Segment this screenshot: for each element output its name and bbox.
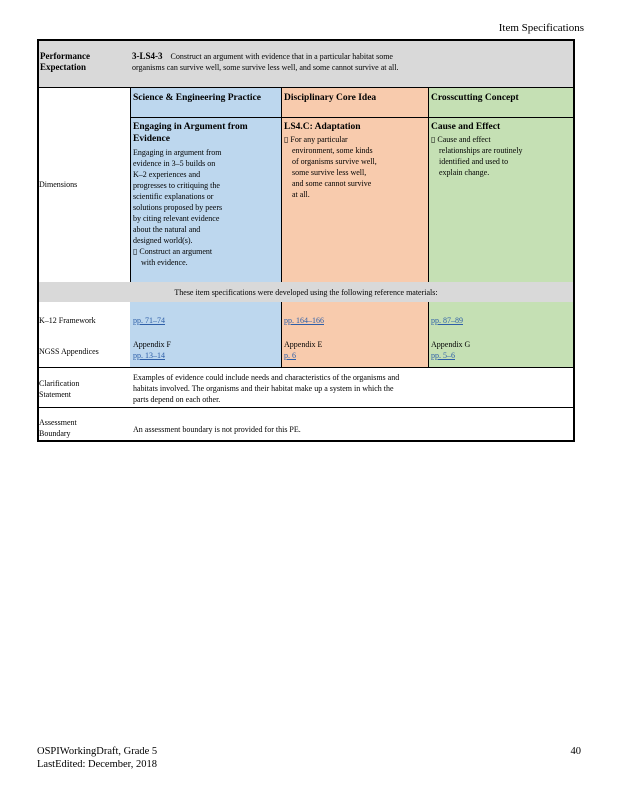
ngss-sep xyxy=(133,339,253,361)
ngss-dci-title: Appendix E xyxy=(284,340,323,349)
specification-table xyxy=(37,39,575,442)
clarification-text xyxy=(133,372,573,405)
row-divider xyxy=(37,407,575,408)
footer xyxy=(37,745,157,771)
clarification-label-line-2: Statement xyxy=(39,390,71,399)
ngss-ccc-link[interactable]: pp. 5–6 xyxy=(431,351,455,360)
sep-bullet-line: ▯ Construct an argument xyxy=(133,247,213,256)
clarification-line: Examples of evidence could include needs and characteristics of the organisms and xyxy=(133,373,400,382)
ccc-line: identified and used to xyxy=(439,157,509,166)
dci-line: and some cannot survive xyxy=(292,179,372,188)
border-bottom xyxy=(37,440,575,442)
ccc-subheading: Cause and Effect xyxy=(431,122,501,132)
footer-line-2: LastEdited: December, 2018 xyxy=(37,759,157,770)
column-divider xyxy=(281,88,282,282)
ngss-ccc xyxy=(431,339,551,361)
sep-line: progresses to critiquing the xyxy=(133,181,220,190)
sep-line: about the natural and xyxy=(133,225,201,234)
column-divider xyxy=(130,88,131,282)
footer-line-1: OSPIWorkingDraft, Grade 5 xyxy=(37,746,158,757)
ngss-dci xyxy=(284,339,404,361)
assessment-label-line-2: Boundary xyxy=(39,429,71,438)
row-divider xyxy=(37,367,575,368)
k12-sep-link[interactable]: pp. 71–74 xyxy=(133,316,165,325)
reference-note: These item specifications were developed using the following reference materials: xyxy=(174,288,438,297)
sep-line: designed world(s). xyxy=(133,236,193,245)
dimensions-label: Dimensions xyxy=(39,180,78,189)
clarification-line: habitats involved. The organisms and their habitat make up a system in which the xyxy=(133,384,394,393)
sep-line: Engaging in argument from xyxy=(133,148,222,157)
ccc-heading: Crosscutting Concept xyxy=(431,93,519,103)
row-divider xyxy=(37,87,575,88)
ccc-body xyxy=(431,134,573,178)
k12-ccc-cell xyxy=(431,315,551,326)
column-divider xyxy=(428,88,429,282)
k12-ccc-link[interactable]: pp. 87–89 xyxy=(431,316,463,325)
pe-label-line-1: Performance xyxy=(40,51,90,61)
clarification-line: parts depend on each other. xyxy=(133,395,221,404)
dci-line: environment, some kinds xyxy=(292,146,373,155)
border-left xyxy=(37,39,39,442)
k12-label: K–12 Framework xyxy=(39,316,96,325)
dci-body xyxy=(284,134,426,200)
clarification-label-line-1: Clarification xyxy=(39,379,80,388)
assessment-label xyxy=(39,417,129,439)
assessment-text: An assessment boundary is not provided for this PE. xyxy=(133,425,301,434)
assessment-label-line-1: Assessment xyxy=(39,418,77,427)
column-divider xyxy=(428,302,429,367)
page-number: 40 xyxy=(570,746,581,757)
ngss-sep-link[interactable]: pp. 13–14 xyxy=(133,351,165,360)
dci-bullet-line: ▯ For any particular xyxy=(284,135,348,144)
sep-line: K–2 experiences and xyxy=(133,170,201,179)
border-top xyxy=(37,39,575,41)
sep-subheading: Engaging in Argument from Evidence xyxy=(133,122,248,144)
sep-line: evidence in 3–5 builds on xyxy=(133,159,216,168)
ccc-bullet-line: ▯ Cause and effect xyxy=(431,135,491,144)
header-title: Item Specifications xyxy=(498,22,584,34)
dci-line: at all. xyxy=(292,190,310,199)
ngss-ccc-title: Appendix G xyxy=(431,340,471,349)
sep-line: scientific explanations or xyxy=(133,192,214,201)
header-divider xyxy=(130,117,575,118)
sep-heading: Science & Engineering Practice xyxy=(133,93,261,103)
dci-line: some survive less well, xyxy=(292,168,367,177)
k12-dci-cell xyxy=(284,315,404,326)
pe-label xyxy=(40,51,130,77)
pe-label-line-2: Expectation xyxy=(40,62,86,72)
sep-body xyxy=(133,147,279,268)
sep-line: by citing relevant evidence xyxy=(133,214,220,223)
k12-sep-cell xyxy=(133,315,253,326)
ngss-dci-link[interactable]: p. 6 xyxy=(284,351,296,360)
ngss-label: NGSS Appendices xyxy=(39,347,99,356)
ccc-line: relationships are routinely xyxy=(439,146,523,155)
pe-code: 3-LS4-3 xyxy=(132,51,163,61)
dci-line: of organisms survive well, xyxy=(292,157,377,166)
pe-text-line-1: Construct an argument with evidence that in a particular habitat some xyxy=(170,52,393,61)
clarification-label xyxy=(39,378,129,400)
ngss-sep-title: Appendix F xyxy=(133,340,171,349)
column-divider xyxy=(281,302,282,367)
sep-line: with evidence. xyxy=(141,258,188,267)
border-right xyxy=(573,39,575,442)
pe-text-line-2: organisms can survive well, some survive less well, and some cannot survive at all. xyxy=(132,63,399,72)
dci-subheading: LS4.C: Adaptation xyxy=(284,122,361,132)
dci-heading: Disciplinary Core Idea xyxy=(284,93,377,103)
ccc-line: explain change. xyxy=(439,168,490,177)
sep-line: solutions proposed by peers xyxy=(133,203,223,212)
pe-text xyxy=(132,51,572,77)
k12-dci-link[interactable]: pp. 164–166 xyxy=(284,316,324,325)
